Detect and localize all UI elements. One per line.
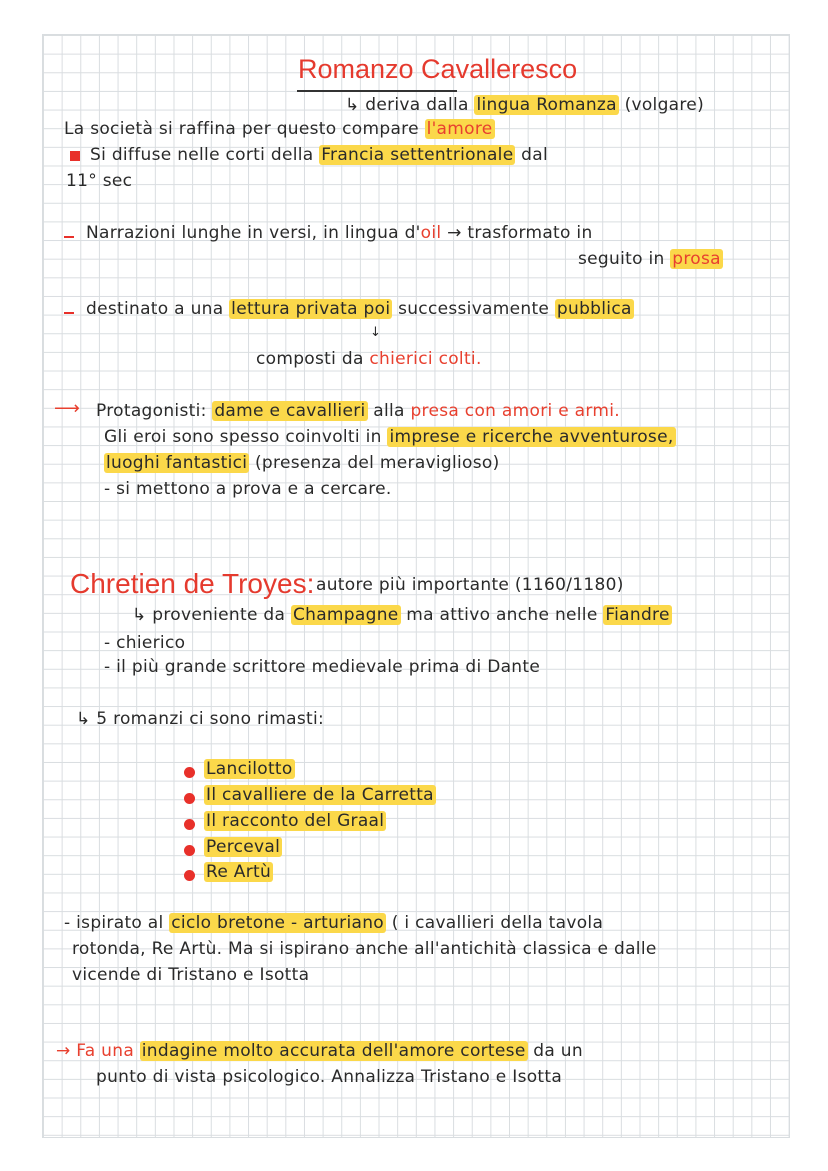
highlight: Champagne xyxy=(292,605,399,625)
novel-item xyxy=(204,786,436,805)
red-dot-bullet xyxy=(184,845,195,856)
highlight: Fiandre xyxy=(605,605,670,625)
author-importance: autore più importante (1160/1180) xyxy=(316,575,624,595)
text: → Fa una xyxy=(56,1041,135,1061)
highlight: luoghi fantastici xyxy=(106,453,248,473)
text: alla xyxy=(373,401,405,421)
square-bullet xyxy=(70,151,80,161)
novel-item xyxy=(204,863,273,882)
dash-bullet xyxy=(64,312,74,314)
red-dot-bullet xyxy=(184,870,195,881)
highlight: Francia settentrionale xyxy=(321,145,514,165)
text: da un xyxy=(533,1041,583,1061)
origin-champagne xyxy=(132,606,672,625)
places-line xyxy=(104,454,500,473)
text: ↳ proveniente da xyxy=(132,605,286,625)
text: Protagonisti: xyxy=(96,401,207,421)
text: ma attivo anche nelle xyxy=(406,605,598,625)
title-underline xyxy=(297,90,457,92)
red-text: chierici colti. xyxy=(369,349,482,369)
text: ( i cavallieri della tavola xyxy=(391,913,604,933)
highlight: l'amore xyxy=(426,119,493,139)
test-line: - si mettono a prova e a cercare. xyxy=(104,479,392,499)
highlight: pubblica xyxy=(556,299,632,319)
highlight: Il racconto del Graal xyxy=(206,811,385,831)
highlight: Lancilotto xyxy=(206,759,293,779)
analysis-line xyxy=(56,1042,583,1061)
text: composti da xyxy=(256,349,364,369)
highlight: lettura privata poi xyxy=(231,299,391,319)
text: ispirato al xyxy=(76,913,164,933)
red-text: oil xyxy=(420,223,442,243)
page-title: Romanzo Cavalleresco xyxy=(298,54,578,84)
society-line xyxy=(64,120,495,139)
diffusion-line xyxy=(90,146,548,165)
text: dal xyxy=(521,145,549,165)
highlight: dame e cavallieri xyxy=(214,401,366,421)
text: Narrazioni lunghe in versi, in lingua d' xyxy=(86,223,421,243)
clerics-line xyxy=(256,350,482,369)
novels-intro: ↳ 5 romanzi ci sono rimasti: xyxy=(76,709,325,729)
text: successivamente xyxy=(398,299,550,319)
inspiration-line-2: rotonda, Re Artù. Ma si ispirano anche all'antichità classica e dalle xyxy=(72,939,657,959)
down-arrow: ↓ xyxy=(370,325,382,340)
protagonists-line xyxy=(96,402,620,421)
century-line: 11° sec xyxy=(66,171,133,191)
text: Gli eroi sono spesso coinvolti in xyxy=(104,427,382,447)
text: Si diffuse nelle corti della xyxy=(90,145,314,165)
text: La società si raffina per questo compare xyxy=(64,119,419,139)
highlight: prosa xyxy=(672,249,721,269)
prose-line xyxy=(578,250,723,269)
highlight: lingua Romanza xyxy=(476,95,617,115)
red-dot-bullet xyxy=(184,819,195,830)
novel-item xyxy=(204,838,282,857)
author-heading: Chretien de Troyes: xyxy=(70,568,315,599)
highlight: indagine molto accurata dell'amore cortese xyxy=(141,1041,526,1061)
highlight: Re Artù xyxy=(206,862,272,882)
inspiration-line: - ispirato al ciclo bretone - arturiano ( i cavallieri della tavola xyxy=(64,913,604,933)
highlight: Il cavalliere de la Carretta xyxy=(206,785,434,805)
red-dot-bullet xyxy=(184,793,195,804)
dash-bullet xyxy=(64,236,74,238)
text: (presenza del meraviglioso) xyxy=(255,453,500,473)
red-text: presa con amori e armi. xyxy=(410,401,620,421)
origin-line xyxy=(345,96,704,115)
highlight: imprese e ricerche avventurose, xyxy=(389,427,674,447)
cleric-line: - chierico xyxy=(104,633,186,653)
greatest-writer-line: - il più grande scrittore medievale prima di Dante xyxy=(104,657,541,677)
analysis-line-2: punto di vista psicologico. Annalizza Tristano e Isotta xyxy=(96,1067,563,1087)
arrow-icon: ⟶ xyxy=(54,398,80,419)
novel-item xyxy=(204,812,386,831)
highlight: Perceval xyxy=(206,837,281,857)
text: destinato a una xyxy=(86,299,224,319)
novel-item xyxy=(204,760,295,779)
text: ↳ deriva dalla xyxy=(345,95,469,115)
reading-line xyxy=(86,300,634,319)
red-dot-bullet xyxy=(184,767,195,778)
highlight: ciclo bretone - arturiano xyxy=(171,913,384,933)
text: → trasformato in xyxy=(447,223,593,243)
inspiration-line-3: vicende di Tristano e Isotta xyxy=(72,965,310,985)
narration-line xyxy=(86,224,593,243)
text: seguito in xyxy=(578,249,665,269)
heroes-line xyxy=(104,428,676,447)
text: (volgare) xyxy=(624,95,704,115)
